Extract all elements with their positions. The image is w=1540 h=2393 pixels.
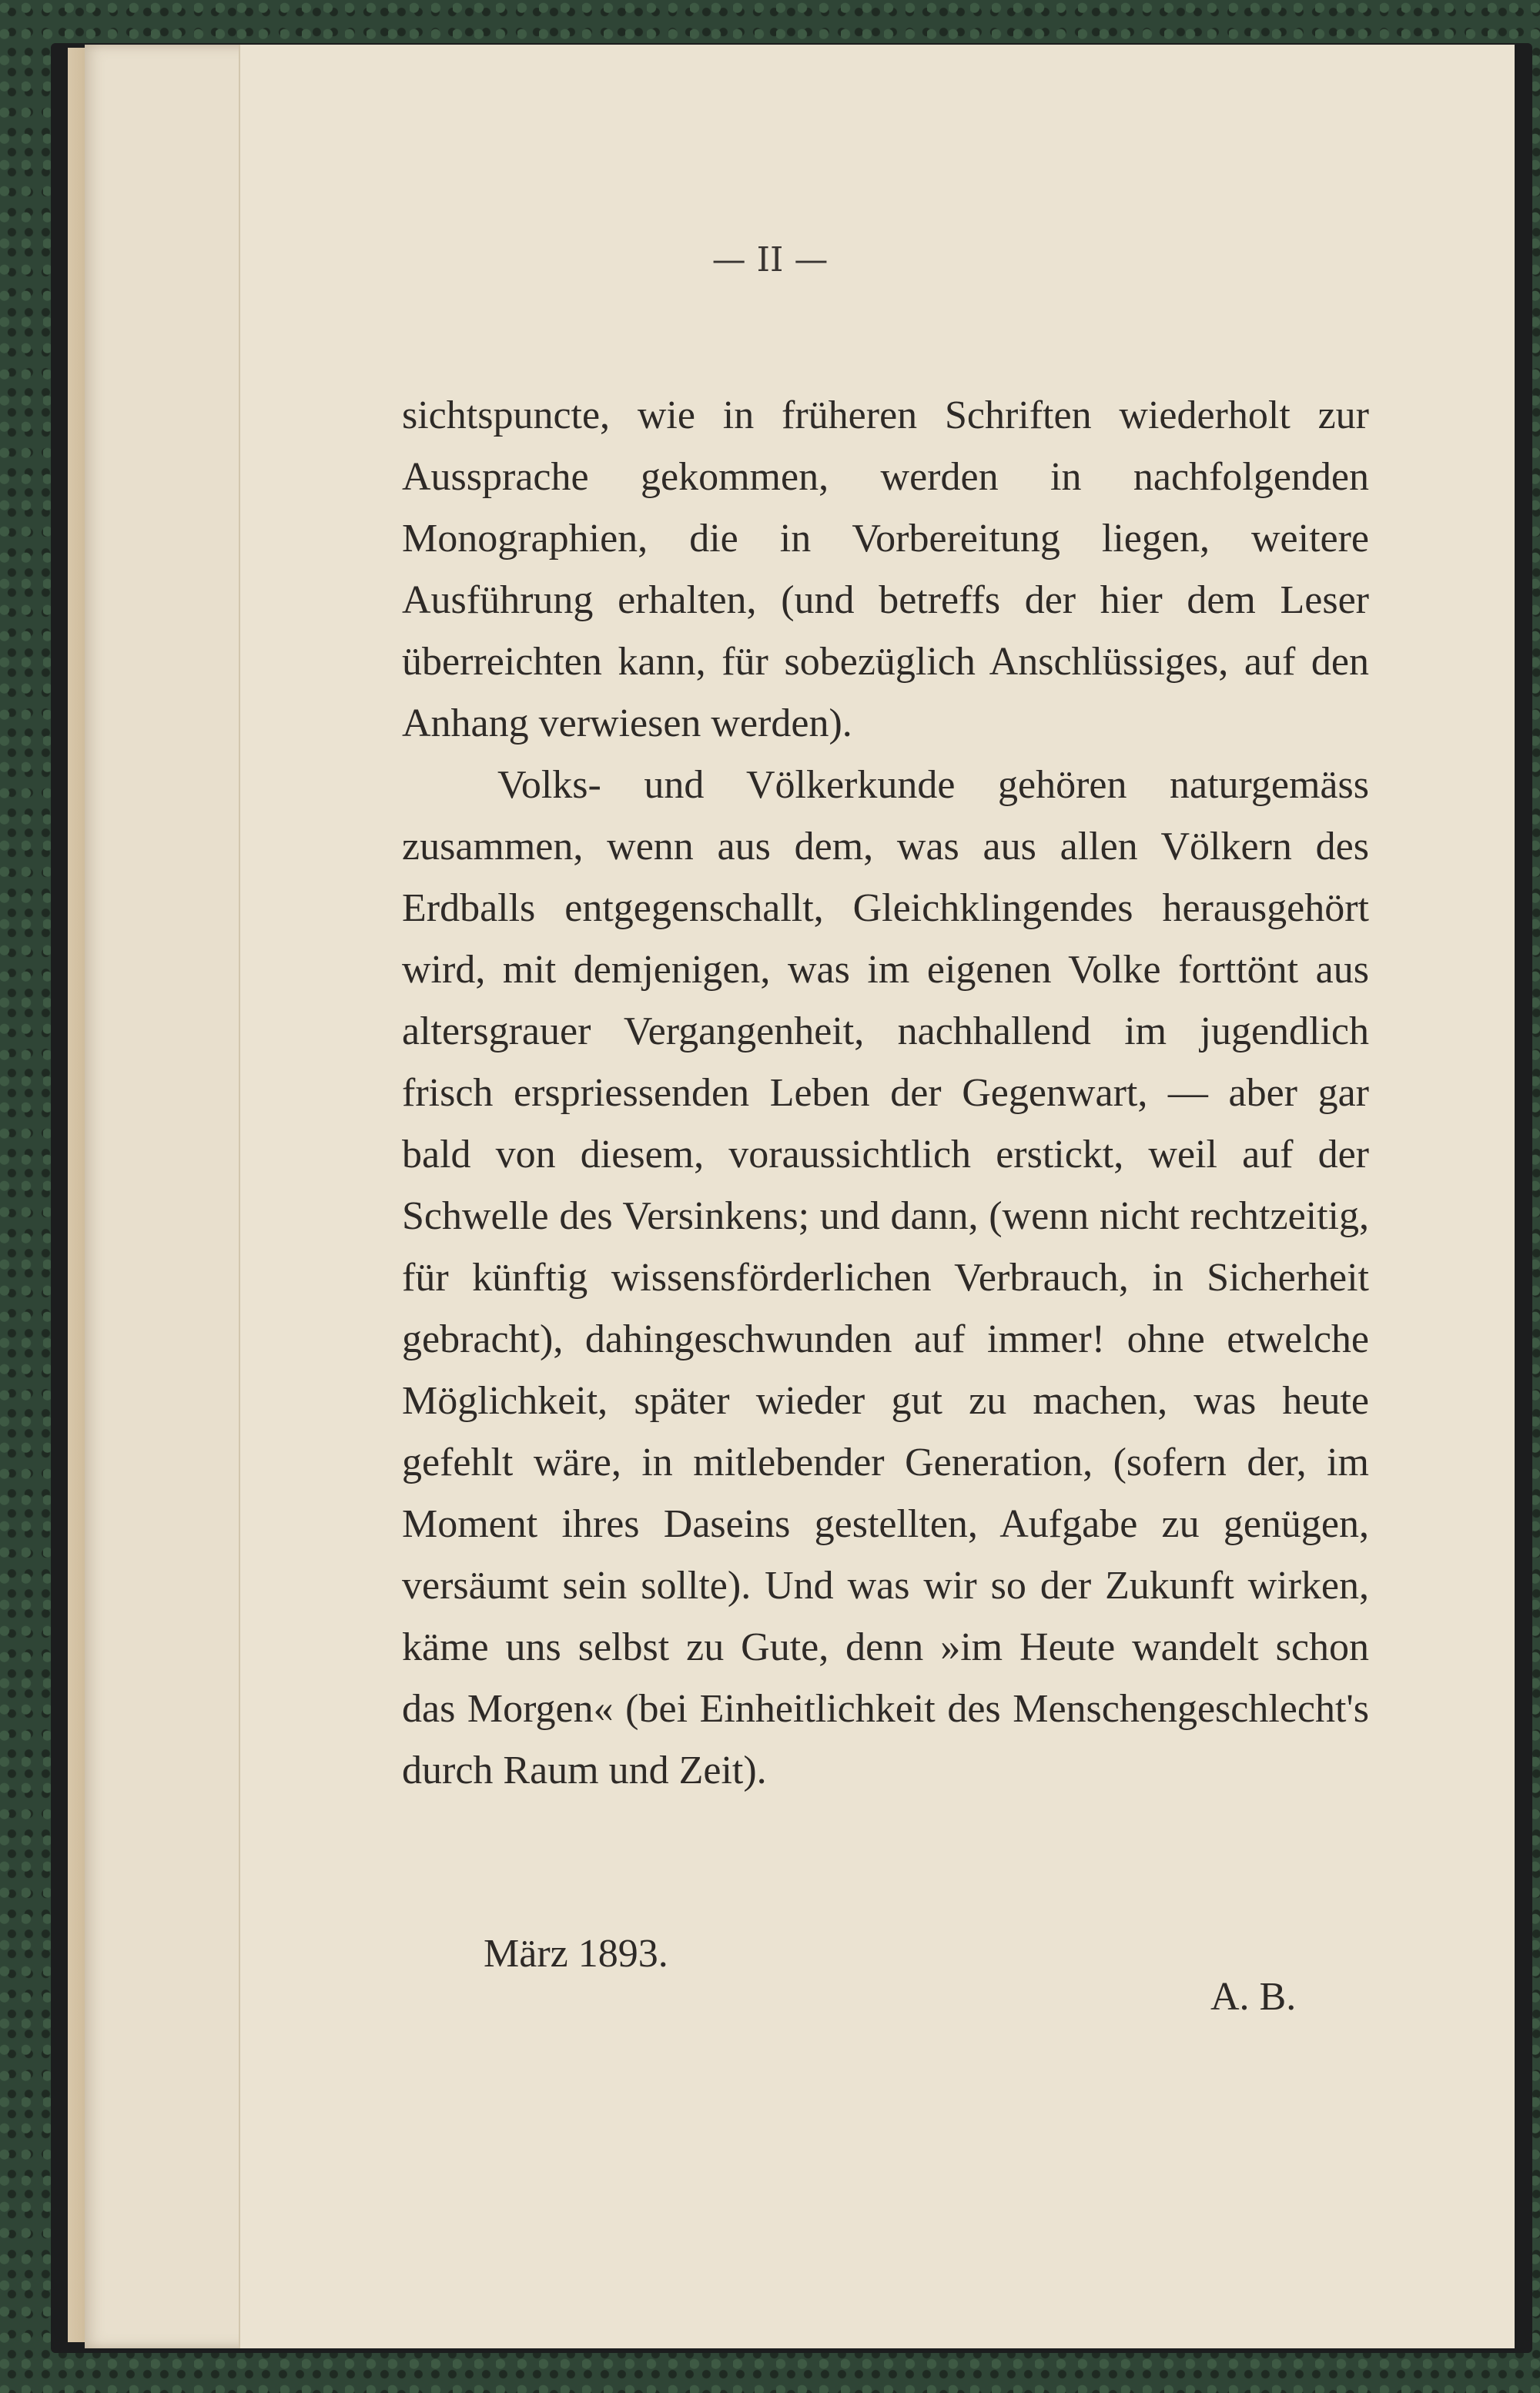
paragraph-1: sichtspuncte, wie in früheren Schriften wiederholt zur Aussprache gekommen, werden in nachfolgenden Monographien, die in Vorbereitung liegen, weitere Ausführung erhalten, (und betreffs der hier dem Leser überreichten kann, für sobezüglich Anschlüssiges, auf den Anhang verwiesen werden).: [402, 393, 1369, 745]
paragraph-2: Volks- und Völkerkunde gehören naturgemäss zusammen, wenn aus dem, was aus allen Völkern des Erdballs entgegenschallt, Gleichklingendes herausgehört wird, mit demjenigen, was im eigenen Volke forttönt aus altersgrauer Vergangenheit, nachhallend im jugendlich frisch erspriessenden Leben der Gegenwart, — aber gar bald von diesem, voraussichtlich erstickt, weil auf der Schwelle des Versinkens; und dann, (wenn nicht rechtzeitig, für künftig wissensförderlichen Verbrauch, in Sicherheit gebracht), dahingeschwunden auf immer! ohne etwelche Möglichkeit, später wieder gut zu machen, was heute gefehlt wäre, in mitlebender Generation, (sofern der, im Moment ihres Daseins gestellten, Aufgabe zu genügen, versäumt sein sollte). Und was wir so der Zukunft wirken, käme uns selbst zu Gute, denn »im Heute wandelt schon das Morgen« (bei Einheitlichkeit des Menschengeschlecht's durch Raum und Zeit).: [402, 763, 1369, 1792]
page-body: [402, 385, 1369, 1802]
page-number: — II —: [711, 240, 829, 279]
date-line: März 1893.: [484, 1932, 668, 1976]
signature-initials: A. B.: [1210, 1975, 1297, 2019]
